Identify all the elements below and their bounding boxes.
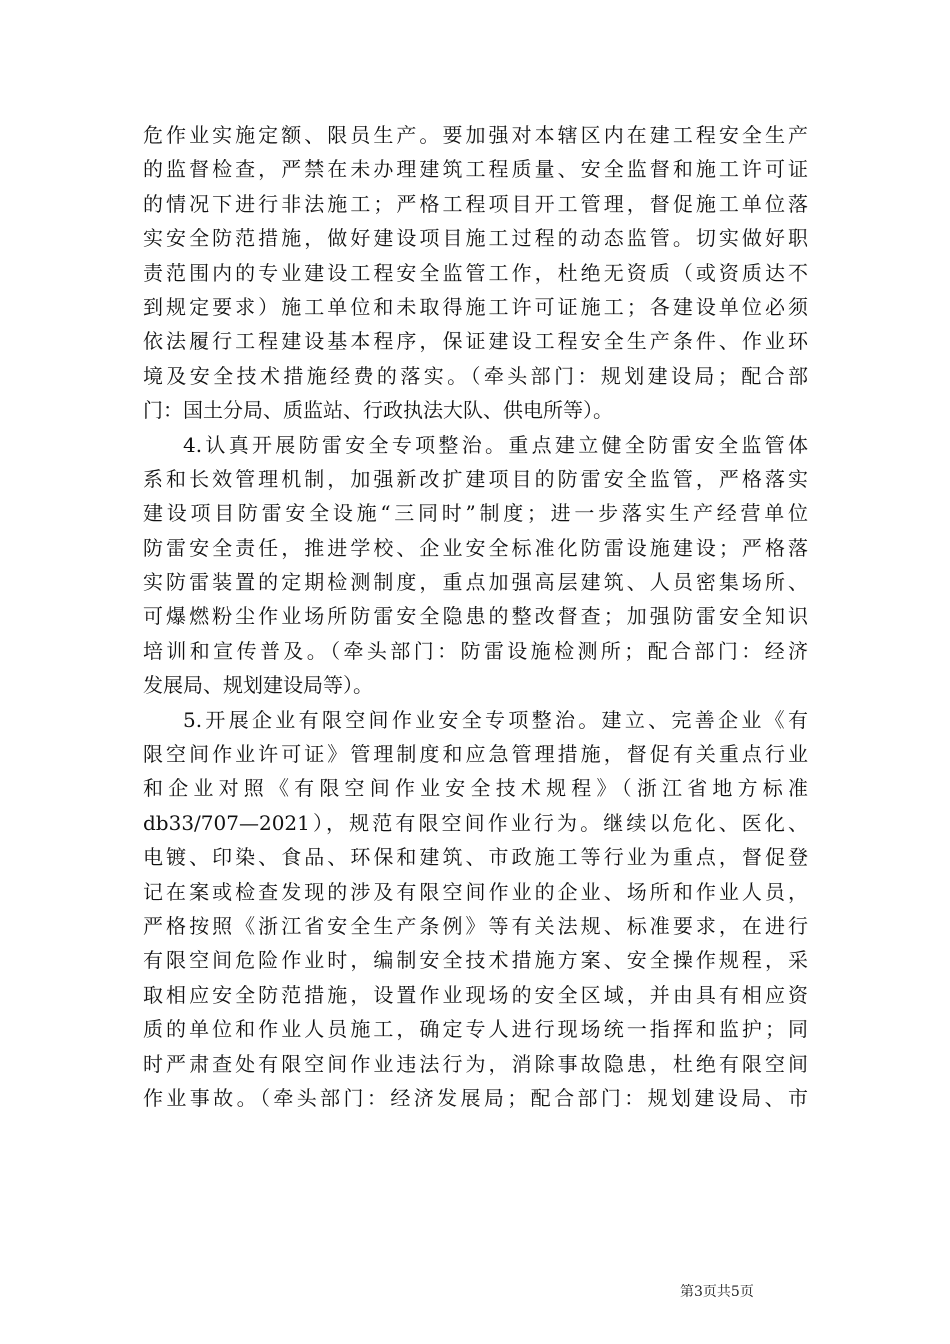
text-line: 建设项目防雷安全设施“三同时”制度；进一步落实生产经营单位: [143, 501, 808, 526]
text-line: 5.开展企业有限空间作业安全专项整治。建立、完善企业《有: [183, 707, 808, 732]
text-line: 质的单位和作业人员施工，确定专人进行现场统一指挥和监护；同: [143, 1017, 808, 1042]
text-line: 实防雷装置的定期检测制度，重点加强高层建筑、人员密集场所、: [143, 570, 808, 595]
text-line: 境及安全技术措施经费的落实。（牵头部门：规划建设局；配合部: [143, 363, 808, 388]
text-line: 4.认真开展防雷安全专项整治。重点建立健全防雷安全监管体: [183, 432, 808, 457]
text-line: 取相应安全防范措施，设置作业现场的安全区域，并由具有相应资: [143, 982, 808, 1007]
text-line: 防雷安全责任，推进学校、企业安全标准化防雷设施建设；严格落: [143, 535, 808, 560]
text-line: 电镀、印染、食品、环保和建筑、市政施工等行业为重点，督促登: [143, 845, 808, 870]
text-line: 作业事故。（牵头部门：经济发展局；配合部门：规划建设局、市: [143, 1085, 808, 1110]
text-line: 依法履行工程建设基本程序，保证建设工程安全生产条件、作业环: [143, 329, 808, 354]
text-line: 门：国土分局、质监站、行政执法大队、供电所等）。: [143, 398, 613, 423]
paragraph-confined-space: [143, 703, 808, 1116]
text-line: 到规定要求）施工单位和未取得施工许可证施工；各建设单位必须: [143, 294, 808, 319]
text-line: 危作业实施定额、限员生产。要加强对本辖区内在建工程安全生产: [143, 123, 808, 147]
text-line: 有限空间危险作业时，编制安全技术措施方案、安全操作规程，采: [143, 948, 808, 973]
text-line: 和企业对照《有限空间作业安全技术规程》（浙江省地方标准: [143, 776, 808, 801]
text-line: 时严肃查处有限空间作业违法行为，消除事故隐患，杜绝有限空间: [143, 1051, 808, 1076]
text-line: 培训和宣传普及。（牵头部门：防雷设施检测所；配合部门：经济: [143, 638, 808, 663]
text-line: 责范围内的专业建设工程安全监管工作，杜绝无资质（或资质达不: [143, 260, 808, 285]
text-line: 实安全防范措施，做好建设项目施工过程的动态监管。切实做好职: [143, 226, 808, 251]
text-line: 系和长效管理机制，加强新改扩建项目的防雷安全监管，严格落实: [143, 466, 808, 491]
text-line: 的监督检查，严禁在未办理建筑工程质量、安全监督和施工许可证: [143, 157, 808, 182]
text-line: 可爆燃粉尘作业场所防雷安全隐患的整改督查；加强防雷安全知识: [143, 604, 808, 629]
document-body: [143, 118, 808, 1115]
text-line: 严格按照《浙江省安全生产条例》等有关法规、标准要求，在进行: [143, 913, 808, 938]
text-line: db33/707—2021），规范有限空间作业行为。继续以危化、医化、: [143, 810, 808, 835]
text-line: 限空间作业许可证》管理制度和应急管理措施，督促有关重点行业: [143, 742, 808, 767]
paragraph-construction-safety: [143, 118, 808, 428]
page-number: 第3页共5页: [680, 1284, 754, 1300]
text-line: 发展局、规划建设局等）。: [143, 673, 373, 698]
paragraph-lightning-protection: [143, 428, 808, 703]
text-line: 的情况下进行非法施工；严格工程项目开工管理，督促施工单位落: [143, 191, 808, 216]
text-line: 记在案或检查发现的涉及有限空间作业的企业、场所和作业人员，: [143, 879, 808, 904]
